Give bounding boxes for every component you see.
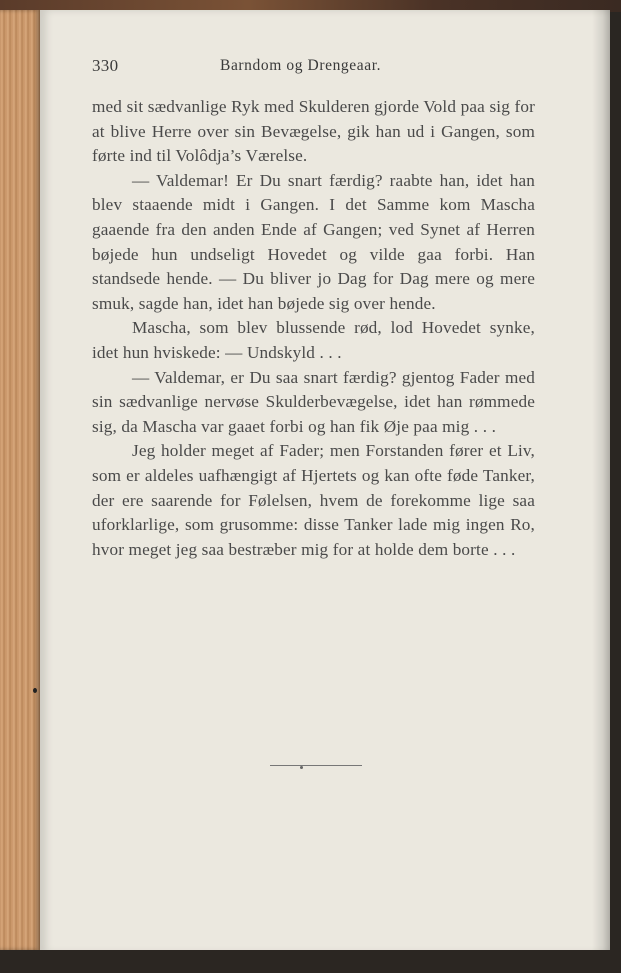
section-end-rule xyxy=(270,765,362,766)
running-head: Barndom og Drengeaar. xyxy=(220,57,382,74)
rule-ornament-dot xyxy=(300,766,303,769)
page-header xyxy=(92,56,537,80)
page-number: 330 xyxy=(92,56,119,75)
paragraph-4: — Valdemar, er Du saa snart færdig? gjentog Fader med sin sædvanlige nervøse Skulderbevægelse, idet han rømmede sig, da Mascha var gaaet forbi og han fik Øje paa mig . . . xyxy=(92,367,535,436)
paragraph-1: med sit sædvanlige Ryk med Skulderen gjorde Vold paa sig for at blive Herre over sin Bevægelse, gik han ud i Gangen, som førte ind til Volôdja’s Værelse. xyxy=(92,97,535,166)
bottom-background xyxy=(0,950,621,973)
body-text xyxy=(92,95,535,562)
ink-speck xyxy=(33,688,37,693)
gutter-shadow xyxy=(592,10,610,953)
paragraph-3: Mascha, som blev blussende rød, lod Hovedet synke, idet hun hviskede: — Undskyld . . . xyxy=(92,318,535,362)
paragraph-2: — Valdemar! Er Du snart færdig? raabte han, idet han blev staaende midt i Gangen. I det Samme kom Mascha gaaende fra den anden Ende af Gangen; ved Synet af Herren bøjede hun undseligt Hovedet og vilde gaa forbi. Han standsede hende. — Du bliver jo Dag for Dag mere og mere smuk, sagde han, idet han bøjede sig over hende. xyxy=(92,170,535,313)
book-page-edges xyxy=(0,10,40,950)
paragraph-5: Jeg holder meget af Fader; men Forstanden fører et Liv, som er aldeles uafhængigt af Hjertets og kan ofte føde Tanker, der ere saarende for Følelsen, hvem de forekomme lige saa uforklarlige, som grusomme: disse Tanker lade mig ingen Ro, hvor meget jeg saa bestræber mig for at holde dem borte . . . xyxy=(92,441,535,559)
